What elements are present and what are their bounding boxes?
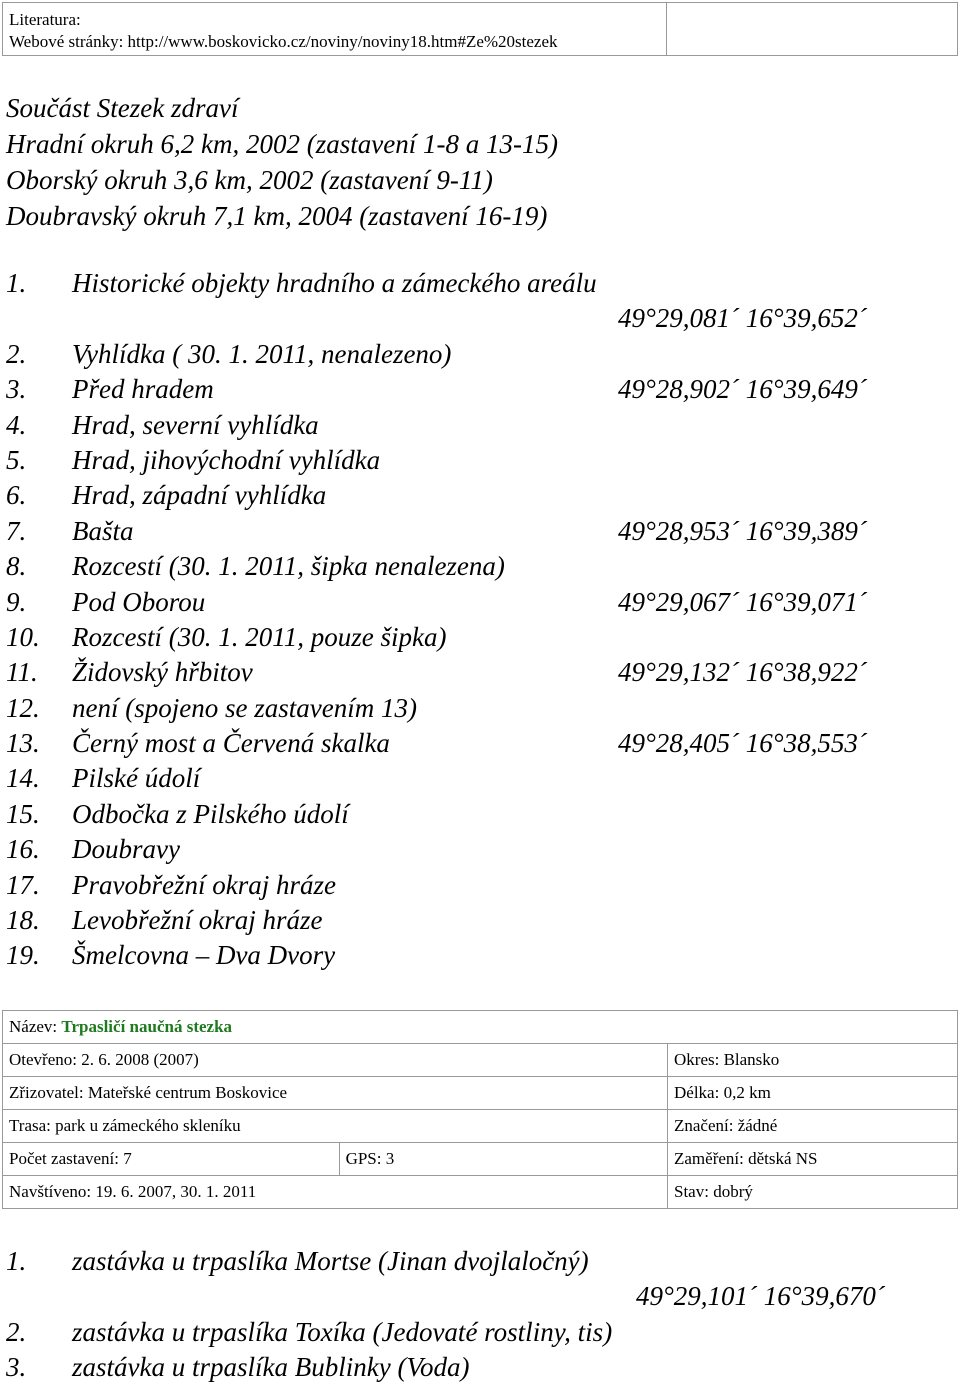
list-item xyxy=(6,620,956,655)
table-row xyxy=(3,1110,958,1143)
stop-number: 2. xyxy=(6,338,27,369)
stop-name: Hrad, západní vyhlídka xyxy=(72,480,327,511)
stop-name: Historické objekty hradního a zámeckého areálu xyxy=(72,268,597,298)
stop-coords: 49°29,132´ 16°38,922´ xyxy=(618,657,867,688)
stop-coords: 49°29,081´ 16°39,652´ xyxy=(618,303,867,334)
trail-name-cell xyxy=(3,1011,958,1044)
focus-cell: Zaměření: dětská NS xyxy=(668,1143,958,1176)
list-item xyxy=(6,868,956,903)
visited-cell: Navštíveno: 19. 6. 2007, 30. 1. 2011 xyxy=(3,1176,668,1209)
stop-coords: 49°28,953´ 16°39,389´ xyxy=(618,515,867,546)
stop-name: Levobřežní okraj hráze xyxy=(72,905,323,936)
stop-name: zastávka u trpaslíka Bublinky (Voda) xyxy=(72,1352,470,1383)
list-item xyxy=(6,655,956,690)
list-item xyxy=(6,408,956,443)
stop-name: Pilské údolí xyxy=(72,763,201,794)
table-row xyxy=(3,1077,958,1110)
stop-name: není (spojeno se zastavením 13) xyxy=(72,692,417,723)
stop-name: Šmelcovna – Dva Dvory xyxy=(72,940,336,971)
stop-number: 17. xyxy=(6,869,40,900)
stop-name: Černý most a Červená skalka xyxy=(72,728,390,759)
list-item xyxy=(6,514,956,549)
literature-table xyxy=(2,2,958,56)
list-item xyxy=(6,549,956,584)
list-item xyxy=(6,1315,956,1350)
stop-number: 7. xyxy=(6,515,27,546)
stop-number: 16. xyxy=(6,834,40,865)
stop-number: 18. xyxy=(6,905,40,936)
list-item xyxy=(6,1350,956,1385)
stop-name: Židovský hřbitov xyxy=(72,657,253,688)
stop-number: 6. xyxy=(6,480,27,511)
stop-name: Pod Oborou xyxy=(72,586,206,617)
opened-cell: Otevřeno: 2. 6. 2008 (2007) xyxy=(3,1044,668,1077)
gps-cell: GPS: 3 xyxy=(339,1143,667,1176)
stop-coords: 49°28,405´ 16°38,553´ xyxy=(618,728,867,759)
list-item xyxy=(6,478,956,513)
table-row xyxy=(3,1143,958,1176)
stop-number: 1. xyxy=(6,268,27,298)
stop-name: Hrad, severní vyhlídka xyxy=(72,409,319,440)
trail-info-table xyxy=(2,1010,958,1209)
list-item xyxy=(6,938,956,973)
list-item xyxy=(6,301,956,336)
intro-block xyxy=(6,90,558,234)
list-item xyxy=(6,832,956,867)
intro-line: Hradní okruh 6,2 km, 2002 (zastavení 1-8 a 13-15) xyxy=(6,129,558,159)
marking-cell: Značení: žádné xyxy=(668,1110,958,1143)
stops-count-cell: Počet zastavení: 7 xyxy=(3,1143,340,1176)
stop-name: Bašta xyxy=(72,515,134,546)
literature-cell xyxy=(3,3,667,55)
stops-list xyxy=(6,266,956,974)
stop-name: zastávka u trpaslíka Toxíka (Jedovaté rostliny, tis) xyxy=(72,1316,613,1347)
intro-line: Součást Stezek zdraví xyxy=(6,93,239,123)
stop-name: zastávka u trpaslíka Mortse (Jinan dvojlaločný) xyxy=(72,1246,589,1276)
intro-line: Oborský okruh 3,6 km, 2002 (zastavení 9-11) xyxy=(6,165,493,195)
list-item xyxy=(6,372,956,407)
stop-name: Vyhlídka ( 30. 1. 2011, nenalezeno) xyxy=(72,338,452,369)
list-item xyxy=(6,761,956,796)
stop-number: 3. xyxy=(6,374,27,405)
stop-name: Před hradem xyxy=(72,374,214,405)
stop-name: Rozcestí (30. 1. 2011, šipka nenalezena) xyxy=(72,551,505,582)
district-cell: Okres: Blansko xyxy=(668,1044,958,1077)
stop-number: 12. xyxy=(6,692,40,723)
stop-coords: 49°29,067´ 16°39,071´ xyxy=(618,586,867,617)
stop-number: 19. xyxy=(6,940,40,971)
stop-coords: 49°28,902´ 16°39,649´ xyxy=(618,374,867,405)
stop-name: Hrad, jihovýchodní vyhlídka xyxy=(72,444,381,475)
trail-name-value: Trpasličí naučná stezka xyxy=(61,1017,233,1036)
stop-number: 9. xyxy=(6,586,27,617)
stop-number: 10. xyxy=(6,621,40,652)
stop-name: Rozcestí (30. 1. 2011, pouze šipka) xyxy=(72,621,447,652)
route-cell: Trasa: park u zámeckého skleníku xyxy=(3,1110,668,1143)
list-item xyxy=(6,797,956,832)
dwarf-stops-list xyxy=(6,1244,956,1386)
stop-number: 15. xyxy=(6,798,40,829)
stop-number: 1. xyxy=(6,1246,27,1276)
table-row xyxy=(3,1044,958,1077)
empty-cell xyxy=(667,3,957,55)
list-item xyxy=(6,443,956,478)
stop-number: 11. xyxy=(6,657,38,688)
list-item xyxy=(6,337,956,372)
state-cell: Stav: dobrý xyxy=(668,1176,958,1209)
table-row xyxy=(3,1011,958,1044)
trail-name-label: Název: xyxy=(9,1017,58,1036)
list-item xyxy=(6,1244,956,1279)
founder-cell: Zřizovatel: Mateřské centrum Boskovice xyxy=(3,1077,668,1110)
literature-link[interactable]: Webové stránky: http://www.boskovicko.cz/noviny/noviny18.htm#Ze%20stezek xyxy=(9,32,558,51)
stop-number: 2. xyxy=(6,1316,27,1347)
stop-name: Odbočka z Pilského údolí xyxy=(72,798,349,829)
intro-line: Doubravský okruh 7,1 km, 2004 (zastavení 16-19) xyxy=(6,201,548,231)
length-cell: Délka: 0,2 km xyxy=(668,1077,958,1110)
list-item xyxy=(6,691,956,726)
stop-coords: 49°29,101´ 16°39,670´ xyxy=(636,1281,885,1312)
stop-number: 8. xyxy=(6,551,27,582)
stop-number: 5. xyxy=(6,444,27,475)
stop-name: Pravobřežní okraj hráze xyxy=(72,869,336,900)
list-item xyxy=(6,1279,956,1314)
list-item xyxy=(6,585,956,620)
list-item xyxy=(6,726,956,761)
list-item xyxy=(6,903,956,938)
stop-number: 3. xyxy=(6,1352,27,1383)
list-item xyxy=(6,266,956,301)
stop-number: 13. xyxy=(6,728,40,759)
stop-number: 4. xyxy=(6,409,27,440)
stop-name: Doubravy xyxy=(72,834,180,865)
literature-label: Literatura: xyxy=(9,10,81,29)
table-row xyxy=(3,1176,958,1209)
stop-number: 14. xyxy=(6,763,40,794)
